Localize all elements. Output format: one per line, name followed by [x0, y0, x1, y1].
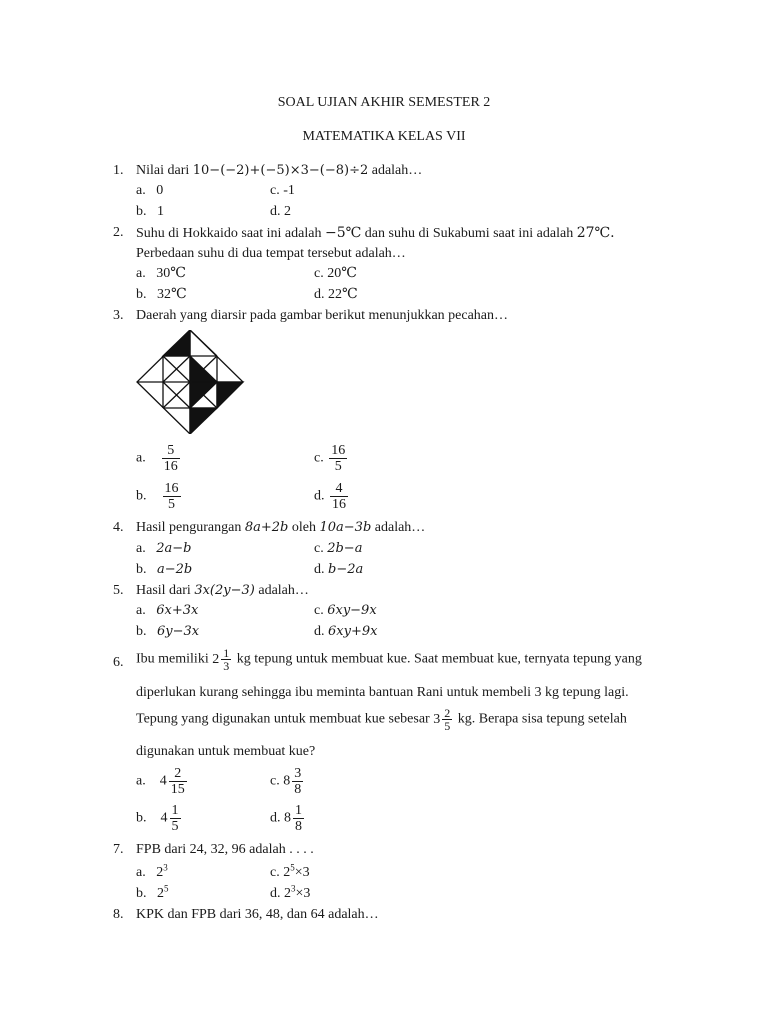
question-number: 5. [113, 583, 124, 598]
question-text-line4: digunakan untuk membuat kue? [136, 744, 316, 759]
question-text: Nilai dari 10−(−2)+(−5)×3−(−8)÷2 adalah… [136, 163, 423, 178]
option-c[interactable]: c. $\frac{16}{5}$ [314, 443, 346, 474]
option-b[interactable]: b. 1 [136, 204, 164, 219]
option-a[interactable]: a. 30℃ [136, 266, 186, 281]
option-d[interactable]: d. 6xy+9x [314, 624, 378, 639]
option-c[interactable]: c. -1 [270, 183, 295, 198]
option-a[interactable]: a. 6x+3x [136, 603, 199, 618]
question-number: 3. [113, 308, 124, 323]
option-b[interactable]: b. $\frac{16}{5}$ [136, 481, 179, 512]
option-d[interactable]: d. 8 $\frac{1}{8}$ [270, 803, 302, 834]
option-a[interactable]: a. 4 $\frac{2}{15}$ [136, 766, 185, 797]
question-text-line3: Tepung yang digunakan untuk membuat kue sebesar 3 $\frac{2}{5}$ kg. Berapa sisa tepung setelah [136, 706, 627, 733]
question-text: Daerah yang diarsir pada gambar berikut menunjukkan pecahan… [136, 308, 509, 323]
option-d[interactable]: d. 2 [270, 204, 291, 219]
question-number: 2. [113, 225, 124, 240]
question-text: Suhu di Hokkaido saat ini adalah −5℃ dan suhu di Sukabumi saat ini adalah 27℃. [136, 225, 615, 241]
exam-title: SOAL UJIAN AKHIR SEMESTER 2 [277, 95, 491, 110]
option-b[interactable]: b. a−2b [136, 562, 193, 577]
shaded-diamond-figure [135, 330, 247, 434]
option-a[interactable]: a. $\frac{5}{16}$ [136, 443, 178, 474]
question-text-line2: diperlukan kurang sehingga ibu meminta bantuan Rani untuk membeli 3 kg tepung lagi. [136, 685, 629, 700]
option-c[interactable]: c. 2b−a [314, 541, 363, 556]
question-number: 7. [113, 842, 124, 857]
question-number: 8. [113, 907, 124, 922]
question-text: Hasil dari 3x(2y−3) adalah… [136, 583, 309, 598]
mixed-fraction: 3 $\frac{2}{5}$ [433, 706, 451, 733]
question-number: 4. [113, 520, 124, 535]
question-text: Hasil pengurangan 8a+2b oleh 10a−3b adalah… [136, 520, 426, 535]
mixed-fraction: 2 $\frac{1}{3}$ [212, 646, 230, 673]
option-c[interactable]: c. 8 $\frac{3}{8}$ [270, 766, 302, 797]
option-a[interactable]: a. 0 [136, 183, 164, 198]
option-a[interactable]: a. 2a−b [136, 541, 192, 556]
option-c[interactable]: c. 20℃ [314, 266, 357, 281]
option-c[interactable]: c. $2^5\times 3$ [270, 862, 310, 880]
option-b[interactable]: b. 6y−3x [136, 624, 200, 639]
question-text: FPB dari 24, 32, 96 adalah . . . . [136, 842, 314, 857]
question-text-line2: Perbedaan suhu di dua tempat tersebut adalah… [136, 246, 406, 261]
option-b[interactable]: b. 32℃ [136, 287, 187, 302]
option-d[interactable]: d. $\frac{4}{16}$ [314, 481, 346, 512]
question-text: Ibu memiliki 2 $\frac{1}{3}$ kg tepung untuk membuat kue. Saat membuat kue, ternyata tepung yang [136, 646, 642, 673]
exam-subtitle: MATEMATIKA KELAS VII [302, 129, 466, 144]
option-b[interactable]: b. 4 $\frac{1}{5}$ [136, 803, 179, 834]
option-c[interactable]: c. 6xy−9x [314, 603, 377, 618]
question-number: 6. [113, 655, 124, 670]
option-b[interactable]: b. $2^5$ [136, 883, 169, 901]
option-d[interactable]: d. $2^3\times 3$ [270, 883, 311, 901]
option-a[interactable]: a. $2^3$ [136, 862, 168, 880]
question-text: KPK dan FPB dari 36, 48, dan 64 adalah… [136, 907, 379, 922]
question-number: 1. [113, 163, 124, 178]
option-d[interactable]: d. 22℃ [314, 287, 358, 302]
math-expression: 10−(−2)+(−5)×3−(−8)÷2 [192, 163, 369, 178]
option-d[interactable]: d. b−2a [314, 562, 364, 577]
